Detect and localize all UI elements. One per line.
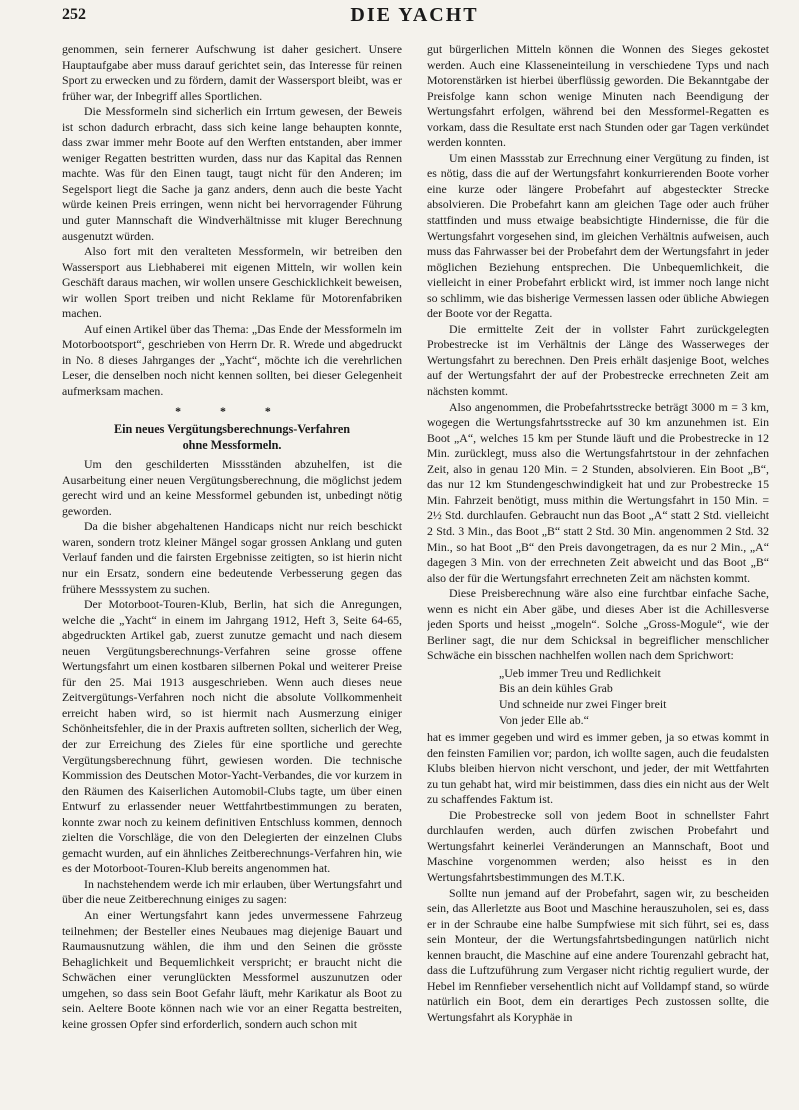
left-column: [62, 42, 402, 1104]
quote-line: Bis an dein kühles Grab: [499, 681, 613, 696]
paragraph: Um einen Massstab zur Errechnung einer Vergütung zu finden, ist es nötig, dass die auf der Wertungsfahrt konkurrierenden Boote vorher eine kurze oder längere Probefahrt auf abgesteckter Strecke absolvieren. Die Probefahrt kann am gleichen Tage oder auch früher stattfinden und muss etwaige beabsichtigte Hindernisse, die für die Wertungsfahrt vorgesehen sind, im gleichen Verhältnis aufweisen, auch muss das Fahrwasser bei der Probefahrt dem der Wertungsfahrt in jeder möglichen Beziehung entsprechen. Die Unbequemlichkeit, die vielleicht in einer Probefahrt erblickt wird, ist immer noch lange nicht so schlimm, wie das bisherige Vermessen lassen oder übliche Abwiegen der Boote vor der Regatta.: [427, 150, 769, 321]
quote-line: „Ueb immer Treu und Redlichkeit: [499, 665, 661, 680]
quote-line: Und schneide nur zwei Finger breit: [499, 696, 667, 711]
paragraph: Diese Preisberechnung wäre also eine furchtbar einfache Sache, wenn es nicht ein Aber gäbe, und dieses Aber ist die Achillesverse jeden Sports und heisst „mogeln“. Solche „Gross-Mogule“, wie der Berliner sagt, die nur dem Schicksal in begreiflicher menschlicher Schwäche ein bisschen nachhelfen wollen nach dem Sprichwort:: [427, 586, 769, 663]
paragraph: Da die bisher abgehaltenen Handicaps nicht nur reich beschickt waren, sondern trotz kleiner Mängel sogar grossen Anklang und guten Verlauf fanden und die fairsten Ergebnisse zeitigten, so ist hierin nicht nur ein Ersatz, sondern eine bedeutende Verbesserung gegen das frühere Messsystem zu suchen.: [62, 519, 402, 596]
section-heading: [62, 421, 402, 453]
paragraph: Also fort mit den veralteten Messformeln, wir betreiben den Wassersport aus Liebhaberei mit eigenen Mitteln, wir wollen kein Geschäft daraus machen, wir wollen unsere Geschicklichkeit beweisen, wir wollen Sport treiben und nicht Reklame für Motorenfabriken machen.: [62, 244, 402, 321]
paragraph: Die Messformeln sind sicherlich ein Irrtum gewesen, der Beweis ist schon dadurch erbracht, dass sich keine lange behaupten konnte, dass zwar immer mehr Boote auf den Werften entstanden, aber immer weniger Regatten bestritten wurden, dass nur das Kapital das Rennen machte. Was für den Einen taugt, taugt nicht für den Anderen; im Segelsport liegt die Sache ja ganz anders, denn auch die beste Yacht würde keinen Preis erringen, wenn nicht bei hervorragender Führung und guter Mannschaft die Windverhältnisse mit kluger Berechnung ausgenutzt würden.: [62, 104, 402, 243]
running-title: DIE YACHT: [350, 4, 479, 26]
proverb-quote: [499, 666, 769, 728]
paragraph: Die ermittelte Zeit der in vollster Fahrt zurückgelegten Probestrecke ist im Verhältnis der Länge des Wasserweges der Wertungsfahrt zu berechnen. Den Preis erhält dasjenige Boot, welches auf der Wertungsfahrt der auf der Probestrecke errechneten Zeit am nächsten kommt.: [427, 321, 769, 399]
section-heading-line: Ein neues Vergütungsberechnungs-Verfahren: [113, 422, 351, 437]
paragraph: Sollte nun jemand auf der Probefahrt, sagen wir, zu bescheiden sein, das Allerletzte aus Boot und Maschine herauszuholen, sei es, dass er in der Schraube eine halbe Sumpfwiese mit sich führt, sei es, dass sein Monteur, der die Wertungsfahrtsbedingungen natürlich nicht kennen braucht, die Maschine auf eine andere Tourenzahl gebracht hat, dass die Luftzuführung zum Vergaser nicht richtig reguliert wurde, der Hebel im Rennfieber versehentlich nicht auf Volldampf stand, so würde natürlich ein Boot, dem ein derartiges Pech zustossen sollte, die Wertungsfahrt als Koryphäe in: [427, 885, 769, 1024]
paragraph: Auf einen Artikel über das Thema: „Das Ende der Messformeln im Motorbootsport“, geschrieben von Herrn Dr. R. Wrede und abgedruckt in No. 8 dieses Jahrganges der „Yacht“, möchte ich die verehrlichen Leser, die denselben noch nicht kennen sollten, bei dieser Gelegenheit aufmerksam machen.: [62, 321, 402, 399]
paragraph: Um den geschilderten Missständen abzuhelfen, ist die Ausarbeitung einer neuen Vergütungsberechnung, die möglichst jedem gerecht wird und an keine Messformel gebunden ist, unbedingt nötig geworden.: [62, 457, 402, 518]
section-heading-line: ohne Messformeln.: [182, 438, 282, 453]
page-number: 252: [62, 6, 86, 23]
page-header: [62, 6, 767, 32]
quote-line: Von jeder Elle ab.“: [499, 712, 589, 727]
paragraph: Also angenommen, die Probefahrtsstrecke beträgt 3000 m = 3 km, wogegen die Wertungsfahrtsstrecke auf 30 km anzunehmen ist. Ein Boot „A“, welches 15 km per Stunde läuft und die Probestrecke in 12 Min. zurücklegt, muss also die Wertungsfahrtstour in der zehnfachen Zeit, also in genau 120 Min. = 2 Stunden, absolvieren. Ein Boot „B“, das nur 12 km Stundengeschwindigkeit hat und zur Probestrecke 15 Min. Fahrzeit benötigt, muss mithin die Wertungsfahrt in 150 Min. = 2½ Std. durchlaufen. Gebraucht nun das Boot „A“ statt 2 Std. vielleicht 2 Std. 3 Min., das Boot „B“ statt 2 Std. 30 Min. angenommen 2 Std. 32 Min., so hat Boot „B“ den Preis davongetragen, da es nur 2 Min., „A“ dagegen 3 Min. von der errechneten Zeit abweicht und das Boot „B“ also der für die Wertungsfahrt errechneten Zeit am nächsten kommt.: [427, 399, 769, 585]
paragraph: gut bürgerlichen Mitteln können die Wonnen des Sieges gekostet werden. Auch eine Klasseneinteilung in verschiedene Typs und nach Motorenstärken ist hierbei überflüssig geworden. Die Bekanntgabe der Preisfolge kann schon wenige Minuten nach Beendigung der Wertungsfahrt erfolgen, während bei den Messformel-Regatten es vorkam, dass die Resultate erst nach Stunden oder gar Tagen verkündet werden konnten.: [427, 42, 769, 150]
paragraph: In nachstehendem werde ich mir erlauben, über Wertungsfahrt und über die neue Zeitberechnung einiges zu sagen:: [62, 876, 402, 907]
section-separator: * * *: [175, 403, 289, 418]
paragraph: hat es immer gegeben und wird es immer geben, ja so etwas kommt in den feinsten Familien vor; pardon, ich wollte sagen, auch die feudalsten Klubs bleiben hiervon nicht verschont, und jeder, der mit Wettfahrten zu tun gehabt hat, wird mir beistimmen, dass dies ein nicht aus der Welt zu schaffendes Faktum ist.: [427, 730, 769, 807]
paragraph: genommen, sein fernerer Aufschwung ist daher gesichert. Unsere Hauptaufgabe aber muss darauf gerichtet sein, das Interesse für reinen Sport zu erwecken und zu fördern, damit der Wassersport bleibt, was er früher war, der Inbegriff alles Sportlichen.: [62, 42, 402, 103]
paragraph: Die Probestrecke soll von jedem Boot in schnellster Fahrt durchlaufen werden, auch dürfen zwischen Probefahrt und Wertungsfahrt keinerlei Veränderungen an Mannschaft, Boot und Maschine vorgenommen werden; also heisst es in den Wertungsfahrtsbestimmungen des M.T.K.: [427, 807, 769, 884]
paragraph: Der Motorboot-Touren-Klub, Berlin, hat sich die Anregungen, welche die „Yacht“ in einem im Jahrgang 1912, Heft 3, Seite 64-65, abgedruckten Artikel gab, zuerst zunutze gemacht und nach diesem neuen Vergütungsberechnungs-Verfahren seine grosse offene Wertungsfahrt um einen kostbaren silbernen Pokal und weiterer Preise für den 25. Mai 1913 ausgeschrieben. Wenn auch dieses neue Zeitvergütungs-Verfahren noch nicht die absolute Vollkommenheit erreicht haben wird, so ist hiermit nach Ausmerzung einiger Schönheitsfehler, die in der Praxis auftreten sollten, sicherlich der Weg, der zur Erreichung des Zieles für eine sportliche und gerechte Vergütungsberechnung führt, gewiesen worden. Die technische Kommission des Deutschen Motor-Yacht-Verbandes, die vor kurzem in den Räumen des Kaiserlichen Automobil-Clubs tagte, um über einen Entwurf zu erlassender neuer Wettfahrtbestimmungen zu beraten, konnte zwar noch zu keinem definitiven Entschluss kommen, dennoch zielten die Vorschläge, die von den Delegierten der einzelnen Clubs gemacht wurden, auf ein ähnliches Zeitberechnungs-Verfahren hin, wie es der Motorboot-Touren-Klub bereits angenommen hat.: [62, 597, 402, 876]
right-column: [427, 42, 769, 1104]
paragraph: An einer Wertungsfahrt kann jedes unvermessene Fahrzeug teilnehmen; der Besteller eines Neubaues mag diejenige Bauart und Raumausnutzung wählen, die ihm und den Seinen die grösste Behaglichkeit und Bequemlichkeit verspricht; er braucht nicht die Schwächen einer verunglückten Messformel auszunutzen oder umgehen, so dass sein Boot Gefahr läuft, mehr Karikatur als Boot zu sein. Aeltere Boote können nach wie vor an einer Regatta bestreiten, keine grossen Opfer sind erforderlich, sondern auch schon mit: [62, 907, 402, 1031]
